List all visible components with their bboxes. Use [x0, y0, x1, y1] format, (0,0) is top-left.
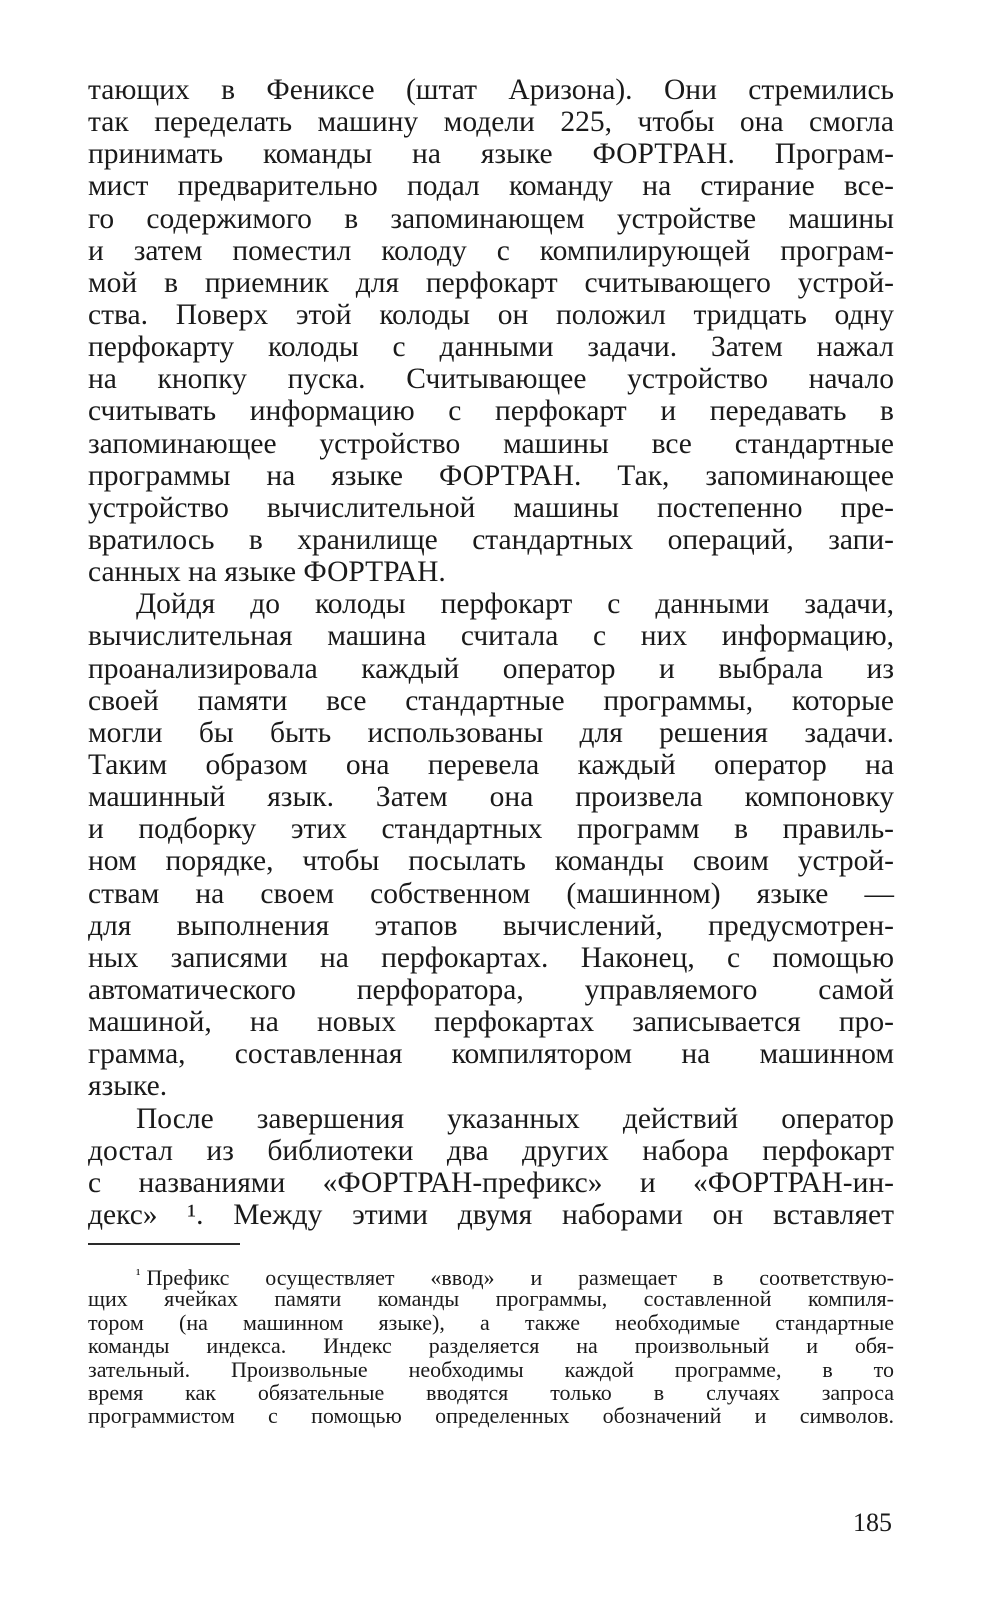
footnote-divider [88, 1243, 240, 1245]
page-body [88, 74, 894, 1231]
text-line: считывать информацию с перфокарт и передавать в [88, 395, 894, 428]
footnote-marker: ¹ [136, 1267, 141, 1283]
text-line: ных записями на перфокартах. Наконец, с помощью [88, 941, 894, 974]
page-number: 185 [853, 1508, 892, 1537]
footnote-line [88, 1264, 894, 1290]
footnote-line: щих ячейках памяти команды программы, составленной компиля- [88, 1286, 894, 1312]
text-line: и затем поместил колоду с компилирующей програм- [88, 234, 894, 267]
text-line: мист предварительно подал команду на стирание все- [88, 170, 894, 203]
text-line: мой в приемник для перфокарт считывающего устрой- [88, 266, 894, 299]
text-line: программы на языке ФОРТРАН. Так, запоминающее [88, 459, 894, 492]
text-line: машиной, на новых перфокартах записывается про- [88, 1006, 894, 1039]
text-line: Таким образом она перевела каждый оператор на [88, 748, 894, 781]
footnote-line: программистом с помощью определенных обозначений и символов. [88, 1403, 894, 1429]
text-line: своей памяти все стандартные программы, которые [88, 684, 894, 717]
text-line: тающих в Фениксе (штат Аризона). Они стремились [88, 74, 894, 106]
footnote [88, 1264, 894, 1428]
footnote-line: зательный. Произвольные необходимы каждой программе, в то [88, 1356, 894, 1382]
text-line: проанализировала каждый оператор и выбрала из [88, 652, 894, 685]
text-line: с названиями «ФОРТРАН-префикс» и «ФОРТРАН-ин- [88, 1166, 894, 1199]
text-line: языке. [88, 1070, 168, 1103]
text-line: После завершения указанных действий оператор [136, 1102, 894, 1135]
text-line: запоминающее устройство машины все стандартные [88, 427, 894, 460]
text-line: вратилось в хранилище стандартных операций, запи- [88, 523, 894, 556]
text-line: ствам на своем собственном (машинном) языке — [88, 877, 894, 910]
text-line: достал из библиотеки два других набора перфокарт [88, 1134, 894, 1167]
footnote-line: тором (на машинном языке), а также необходимые стандартные [88, 1309, 894, 1335]
paragraph-1 [88, 74, 894, 588]
text-line: машинный язык. Затем она произвела компоновку [88, 781, 894, 814]
text-line: автоматического перфоратора, управляемого самой [88, 973, 894, 1006]
footnote-line: команды индекса. Индекс разделяется на произвольный и обя- [88, 1333, 894, 1359]
text-line: перфокарту колоды с данными задачи. Затем нажал [88, 331, 894, 364]
text-line: грамма, составленная компилятором на машинном [88, 1038, 894, 1071]
text-line: устройство вычислительной машины постепенно пре- [88, 491, 894, 524]
paragraph-3 [88, 1103, 894, 1232]
text-line: могли бы быть использованы для решения задачи. [88, 716, 894, 749]
text-line: ства. Поверх этой колоды он положил тридцать одну [88, 298, 894, 331]
text-line: санных на языке ФОРТРАН. [88, 556, 446, 589]
text-line: ном порядке, чтобы посылать команды своим устрой- [88, 845, 894, 878]
text-line: декс» ¹. Между этими двумя наборами он вставляет [88, 1198, 894, 1231]
paragraph-2 [88, 588, 894, 1102]
footnote-line-text: Префикс осуществляет «ввод» и размещает в соответствую- [146, 1265, 894, 1290]
text-line: на кнопку пуска. Считывающее устройство начало [88, 363, 894, 396]
text-line: принимать команды на языке ФОРТРАН. Програм- [88, 138, 894, 171]
text-line: для выполнения этапов вычислений, предусмотрен- [88, 909, 894, 942]
footnote-line: время как обязательные вводятся только в случаях запроса [88, 1379, 894, 1405]
text-line: вычислительная машина считала с них информацию, [88, 620, 894, 653]
text-line: так переделать машину модели 225, чтобы она смогла [88, 106, 894, 139]
text-line: и подборку этих стандартных программ в правиль- [88, 813, 894, 846]
text-line: го содержимого в запоминающем устройстве машины [88, 202, 894, 235]
text-line: Дойдя до колоды перфокарт с данными задачи, [136, 588, 894, 621]
